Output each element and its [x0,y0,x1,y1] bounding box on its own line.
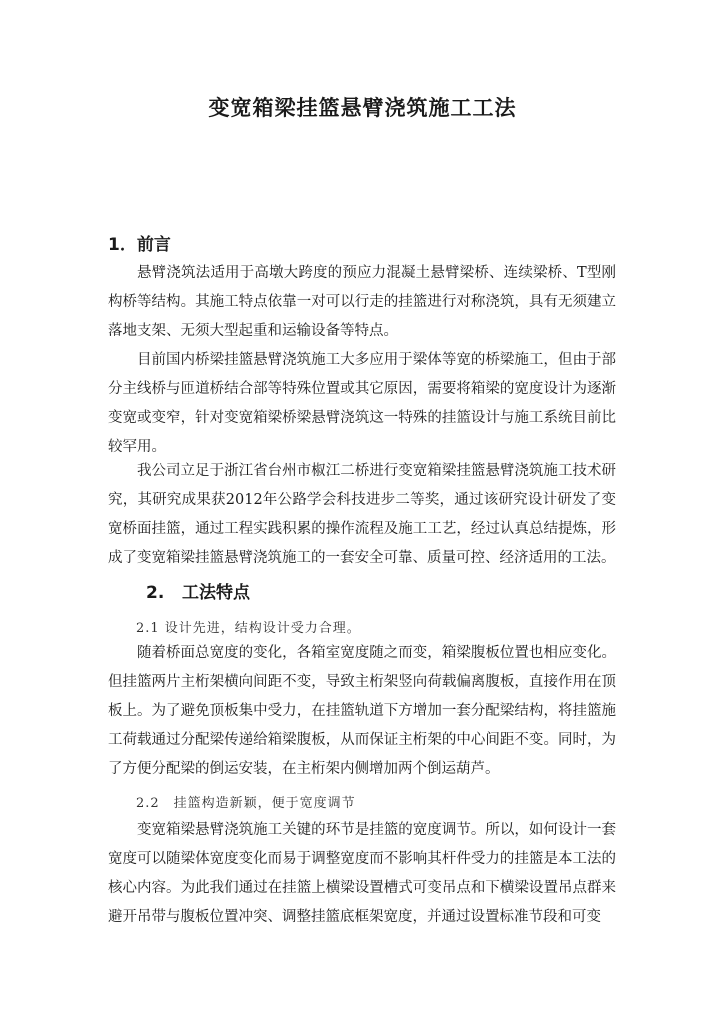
subsection-2-1-heading: 2.1 设计先进，结构设计受力合理。 [136,621,361,636]
section-2-number: 2. [146,583,165,603]
section-1-heading: 1．前言 [108,235,171,255]
section-2-heading [146,578,250,603]
paragraph: 我公司立足于浙江省台州市椒江二桥进行变宽箱梁挂篮悬臂浇筑施工技术研究，其研究成果获2012年公路学会科技进步二等奖，通过该研究设计研发了变宽桥面挂篮，通过工程实践积累的操作流程及施工工艺，经过认真总结提炼，形成了变宽箱梁挂篮悬臂浇筑施工的一套安全可靠、质量可控、经济适用的工法。 [108,463,616,566]
paragraph: 变宽箱梁悬臂浇筑施工关键的环节是挂篮的宽度调节。所以，如何设计一套宽度可以随梁体宽度变化而易于调整宽度而不影响其杆件受力的挂篮是本工法的核心内容。为此我们通过在挂篮上横梁设置槽式可变吊点和下横梁设置吊点群来避开吊带与腹板位置冲突、调整挂篮底框架宽度，并通过设置标准节段和可变 [108,822,616,925]
subsection-2-2-heading: 2.2 挂篮构造新颖，便于宽度调节 [136,796,356,811]
section-2-title: 工法特点 [182,583,250,603]
document-title: 变宽箱梁挂篮悬臂浇筑施工工法 [208,96,517,120]
paragraph: 随着桥面总宽度的变化，各箱室宽度随之而变，箱梁腹板位置也相应变化。但挂篮两片主桁架横向间距不变，导致主桁架竖向荷载偏离腹板，直接作用在顶板上。为了避免顶板集中受力，在挂篮轨道下方增加一套分配梁结构，将挂篮施工荷载通过分配梁传递给箱梁腹板，从而保证主桁架的中心间距不变。同时，为了方便分配梁的倒运安装，在主桁架内侧增加两个倒运葫芦。 [108,645,616,777]
paragraph: 目前国内桥梁挂篮悬臂浇筑施工大多应用于梁体等宽的桥梁施工，但由于部分主线桥与匝道桥结合部等特殊位置或其它原因，需要将箱梁的宽度设计为逐渐变宽或变窄，针对变宽箱梁桥梁悬臂浇筑这一特殊的挂篮设计与施工系统目前比较罕用。 [108,352,616,455]
paragraph: 悬臂浇筑法适用于高墩大跨度的预应力混凝土悬臂梁桥、连续梁桥、T型刚构桥等结构。其施工特点依靠一对可以行走的挂篮进行对称浇筑，具有无须建立落地支架、无须大型起重和运输设备等特点。 [108,265,616,339]
